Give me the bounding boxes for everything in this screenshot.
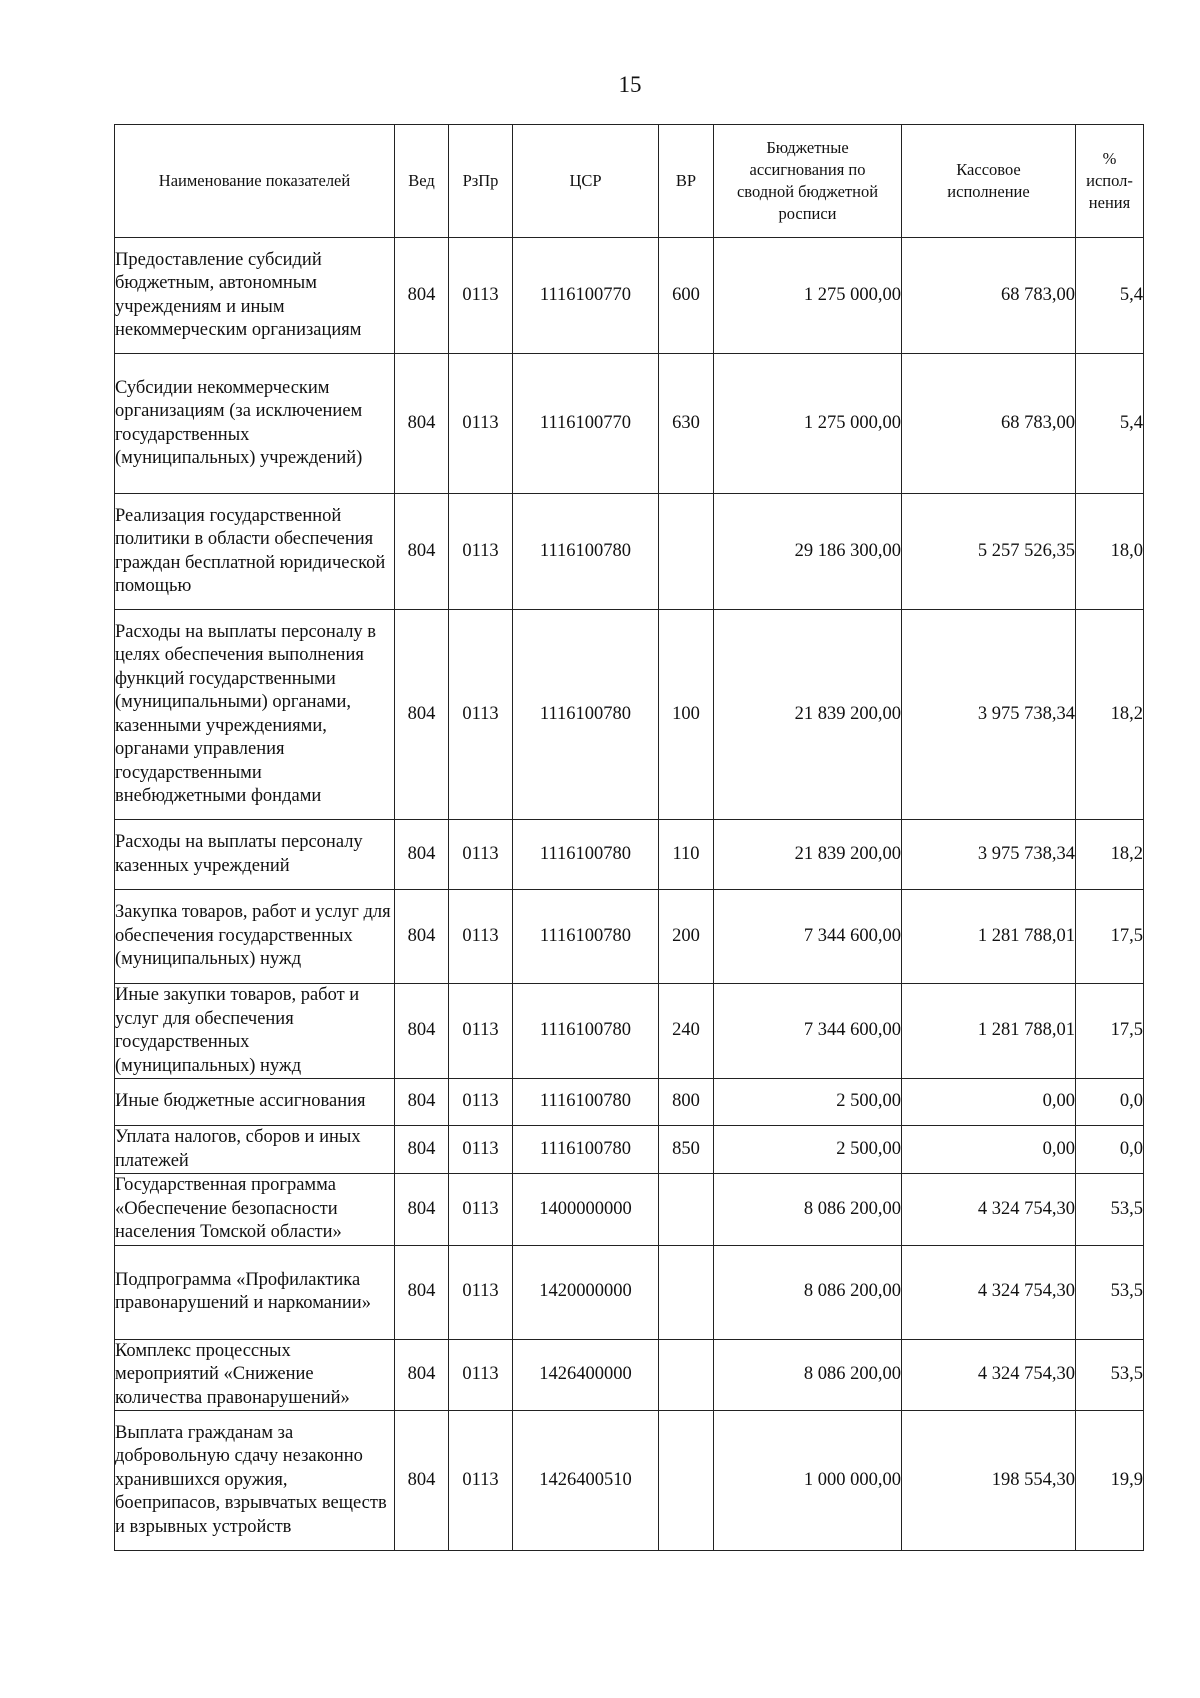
table-row <box>115 238 1144 354</box>
row-rzpr: 0113 <box>449 1411 513 1551</box>
table-row <box>115 610 1144 820</box>
table-row <box>115 354 1144 494</box>
row-execution-percent: 53,5 <box>1076 1245 1144 1339</box>
row-cash-execution: 68 783,00 <box>902 238 1076 354</box>
row-ved: 804 <box>395 354 449 494</box>
row-execution-percent: 17,5 <box>1076 890 1144 984</box>
row-rzpr: 0113 <box>449 494 513 610</box>
row-csr: 1400000000 <box>513 1174 659 1246</box>
row-csr: 1426400510 <box>513 1411 659 1551</box>
row-csr: 1426400000 <box>513 1339 659 1411</box>
row-name: Предоставление субсидий бюджетным, автономным учреждениям и иным некоммерческим организациям <box>115 238 395 354</box>
row-rzpr: 0113 <box>449 1174 513 1246</box>
row-csr: 1116100780 <box>513 1079 659 1126</box>
row-csr: 1116100780 <box>513 1126 659 1174</box>
row-vr: 240 <box>659 984 714 1079</box>
row-assignments: 8 086 200,00 <box>714 1245 902 1339</box>
row-rzpr: 0113 <box>449 1079 513 1126</box>
row-csr: 1116100780 <box>513 494 659 610</box>
row-rzpr: 0113 <box>449 1245 513 1339</box>
header-execution-percent: % испол-нения <box>1076 125 1144 238</box>
row-vr <box>659 1245 714 1339</box>
row-cash-execution: 4 324 754,30 <box>902 1174 1076 1246</box>
row-rzpr: 0113 <box>449 238 513 354</box>
row-name: Выплата гражданам за добровольную сдачу незаконно хранившихся оружия, боеприпасов, взрывчатых веществ и взрывных устройств <box>115 1411 395 1551</box>
row-cash-execution: 0,00 <box>902 1079 1076 1126</box>
header-assignments: Бюджетные ассигнования по сводной бюджетной росписи <box>714 125 902 238</box>
row-cash-execution: 4 324 754,30 <box>902 1339 1076 1411</box>
row-vr <box>659 494 714 610</box>
row-name: Государственная программа «Обеспечение безопасности населения Томской области» <box>115 1174 395 1246</box>
row-csr: 1116100770 <box>513 238 659 354</box>
row-rzpr: 0113 <box>449 610 513 820</box>
budget-table <box>114 124 1144 1551</box>
header-ved: Вед <box>395 125 449 238</box>
header-name: Наименование показателей <box>115 125 395 238</box>
header-vr: ВР <box>659 125 714 238</box>
row-ved: 804 <box>395 984 449 1079</box>
row-csr: 1116100770 <box>513 354 659 494</box>
row-vr: 600 <box>659 238 714 354</box>
header-row <box>115 125 1144 238</box>
row-name: Иные закупки товаров, работ и услуг для обеспечения государственных (муниципальных) нужд <box>115 984 395 1079</box>
header-cash-execution: Кассовое исполнение <box>902 125 1076 238</box>
row-ved: 804 <box>395 1174 449 1246</box>
row-ved: 804 <box>395 238 449 354</box>
row-ved: 804 <box>395 820 449 890</box>
row-name: Закупка товаров, работ и услуг для обеспечения государственных (муниципальных) нужд <box>115 890 395 984</box>
table-row <box>115 984 1144 1079</box>
row-cash-execution: 5 257 526,35 <box>902 494 1076 610</box>
table-row <box>115 890 1144 984</box>
row-cash-execution: 3 975 738,34 <box>902 820 1076 890</box>
row-csr: 1420000000 <box>513 1245 659 1339</box>
row-rzpr: 0113 <box>449 820 513 890</box>
row-execution-percent: 0,0 <box>1076 1079 1144 1126</box>
row-assignments: 2 500,00 <box>714 1079 902 1126</box>
row-execution-percent: 5,4 <box>1076 238 1144 354</box>
row-execution-percent: 18,2 <box>1076 820 1144 890</box>
row-assignments: 8 086 200,00 <box>714 1339 902 1411</box>
row-cash-execution: 1 281 788,01 <box>902 890 1076 984</box>
table-row <box>115 1245 1144 1339</box>
row-vr <box>659 1174 714 1246</box>
row-vr: 850 <box>659 1126 714 1174</box>
row-vr <box>659 1411 714 1551</box>
row-vr: 630 <box>659 354 714 494</box>
header-csr: ЦСР <box>513 125 659 238</box>
row-csr: 1116100780 <box>513 610 659 820</box>
table-row <box>115 1339 1144 1411</box>
table-row <box>115 494 1144 610</box>
row-cash-execution: 1 281 788,01 <box>902 984 1076 1079</box>
row-vr: 800 <box>659 1079 714 1126</box>
row-assignments: 1 275 000,00 <box>714 238 902 354</box>
row-execution-percent: 18,0 <box>1076 494 1144 610</box>
row-cash-execution: 4 324 754,30 <box>902 1245 1076 1339</box>
row-rzpr: 0113 <box>449 1126 513 1174</box>
row-vr: 110 <box>659 820 714 890</box>
row-csr: 1116100780 <box>513 890 659 984</box>
row-cash-execution: 68 783,00 <box>902 354 1076 494</box>
row-cash-execution: 0,00 <box>902 1126 1076 1174</box>
row-csr: 1116100780 <box>513 820 659 890</box>
row-ved: 804 <box>395 610 449 820</box>
row-name: Реализация государственной политики в области обеспечения граждан бесплатной юридической помощью <box>115 494 395 610</box>
row-ved: 804 <box>395 494 449 610</box>
row-execution-percent: 53,5 <box>1076 1339 1144 1411</box>
row-execution-percent: 18,2 <box>1076 610 1144 820</box>
row-assignments: 2 500,00 <box>714 1126 902 1174</box>
row-name: Подпрограмма «Профилактика правонарушений и наркомании» <box>115 1245 395 1339</box>
row-csr: 1116100780 <box>513 984 659 1079</box>
row-execution-percent: 5,4 <box>1076 354 1144 494</box>
row-name: Расходы на выплаты персоналу в целях обеспечения выполнения функций государственными (муниципальными) органами, казенными учреждениями, органами управления государственными внебюджетными фондами <box>115 610 395 820</box>
table-row <box>115 820 1144 890</box>
row-name: Комплекс процессных мероприятий «Снижение количества правонарушений» <box>115 1339 395 1411</box>
table-row <box>115 1174 1144 1246</box>
row-name: Иные бюджетные ассигнования <box>115 1079 395 1126</box>
row-assignments: 1 000 000,00 <box>714 1411 902 1551</box>
row-ved: 804 <box>395 890 449 984</box>
table-row <box>115 1079 1144 1126</box>
row-name: Уплата налогов, сборов и иных платежей <box>115 1126 395 1174</box>
row-ved: 804 <box>395 1079 449 1126</box>
row-assignments: 29 186 300,00 <box>714 494 902 610</box>
row-vr: 100 <box>659 610 714 820</box>
row-rzpr: 0113 <box>449 890 513 984</box>
row-assignments: 21 839 200,00 <box>714 610 902 820</box>
row-ved: 804 <box>395 1411 449 1551</box>
row-ved: 804 <box>395 1126 449 1174</box>
table-row <box>115 1411 1144 1551</box>
row-vr <box>659 1339 714 1411</box>
row-execution-percent: 53,5 <box>1076 1174 1144 1246</box>
row-rzpr: 0113 <box>449 984 513 1079</box>
row-ved: 804 <box>395 1339 449 1411</box>
row-cash-execution: 198 554,30 <box>902 1411 1076 1551</box>
row-name: Субсидии некоммерческим организациям (за исключением государственных (муниципальных) учреждений) <box>115 354 395 494</box>
row-ved: 804 <box>395 1245 449 1339</box>
row-assignments: 21 839 200,00 <box>714 820 902 890</box>
row-cash-execution: 3 975 738,34 <box>902 610 1076 820</box>
row-execution-percent: 19,9 <box>1076 1411 1144 1551</box>
row-vr: 200 <box>659 890 714 984</box>
table-row <box>115 1126 1144 1174</box>
row-name: Расходы на выплаты персоналу казенных учреждений <box>115 820 395 890</box>
row-assignments: 7 344 600,00 <box>714 890 902 984</box>
row-assignments: 7 344 600,00 <box>714 984 902 1079</box>
row-assignments: 1 275 000,00 <box>714 354 902 494</box>
row-rzpr: 0113 <box>449 354 513 494</box>
row-execution-percent: 0,0 <box>1076 1126 1144 1174</box>
header-rzpr: РзПр <box>449 125 513 238</box>
row-rzpr: 0113 <box>449 1339 513 1411</box>
row-execution-percent: 17,5 <box>1076 984 1144 1079</box>
row-assignments: 8 086 200,00 <box>714 1174 902 1246</box>
page-number: 15 <box>618 72 642 97</box>
